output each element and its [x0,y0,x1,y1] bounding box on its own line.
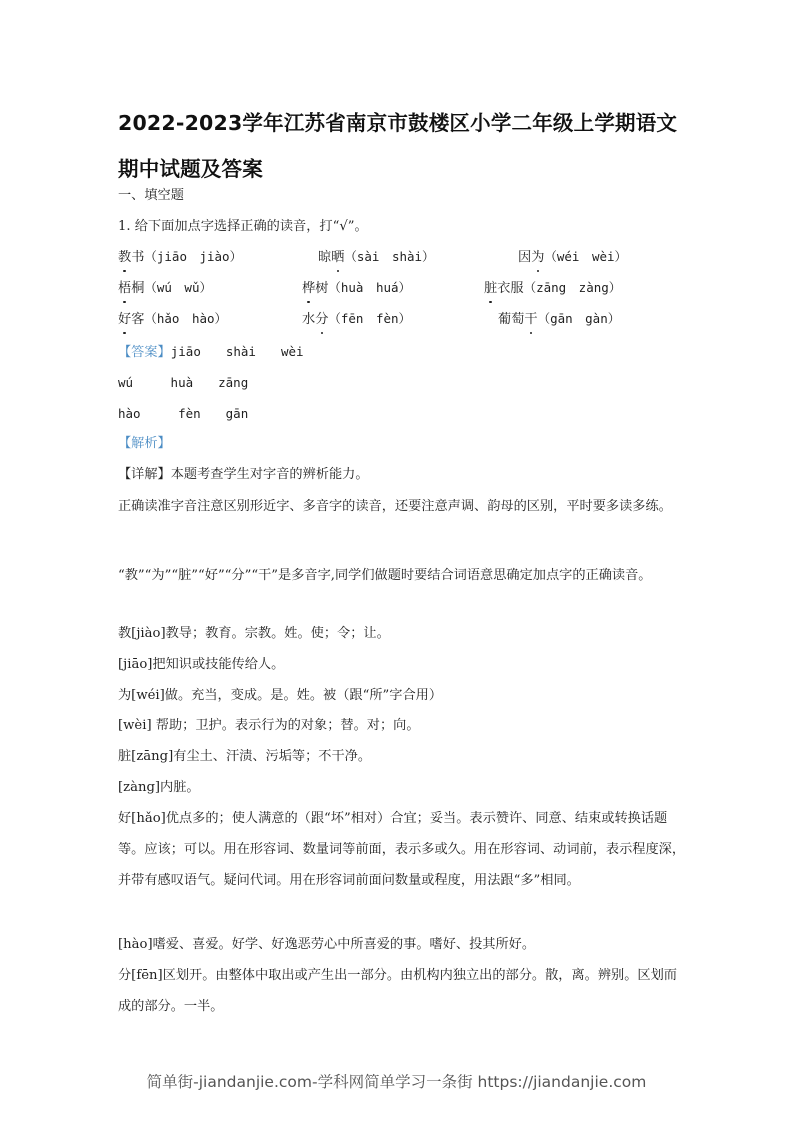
question-prompt [118,217,368,237]
detail-line [118,465,369,485]
item-row-2 [118,278,688,300]
dotted-char: 脏 [484,279,497,299]
detail-label: 【详解】 [118,467,171,482]
answer-values: jiāo shài wèi [170,344,304,359]
section-heading: 一、填空题 [118,188,184,203]
entry-zang-4: [zàng]内脏。 [118,780,200,795]
answer-label: 【答案】 [118,345,171,360]
item-haoke: 好客（hǎo hào） [118,309,227,330]
item-yinwei: 因为（wéi wèi） [518,247,627,268]
answer-row-1 [118,342,304,363]
entry-wei-4: [wèi] 帮助；卫护。表示行为的对象；替。对；向。 [118,718,420,733]
detail-text: 本题考查学生对字音的辨析能力。 [170,467,369,482]
dotted-char: 桦 [302,279,315,299]
dotted-char: 梧 [118,279,131,299]
dotted-char: 为 [531,248,544,268]
answer-row-3: hào fèn gān [118,406,249,421]
entry-jiao-1: [jiāo]把知识或技能传给人。 [118,657,285,672]
item-wutong: 梧桐（wú wǔ） [118,278,212,299]
title-line-2: 期中试题及答案 [118,157,263,181]
entry-hao-4: [hào]嗜爱、喜爱。好学、好逸恶劳心中所喜爱的事。嗜好、投其所好。 [118,937,536,952]
entry-zang-1: 脏[zāng]有尘土、汗渍、污垢等；不干净。 [118,749,372,764]
item-jiaoshu: 教书（jiāo jiào） [118,247,242,268]
analysis-paragraph-2: “教”“为”“脏”“好”“分”“干”是多音字,同学们做题时要结合词语意思确定加点字的正确读音。 [118,568,652,583]
dotted-char: 晒 [331,248,344,268]
item-row-3 [118,309,688,331]
analysis-label: 【解析】 [118,436,171,451]
item-putaogan: 葡萄干（gān gàn） [498,309,620,330]
question-number: 1. [118,219,131,234]
answer-row-2: wú huà zāng [118,375,249,390]
item-liangshai: 晾晒（sài shài） [318,247,435,268]
dotted-char: 干 [524,310,537,330]
analysis-paragraph-1: 正确读准字音注意区别形近字、多音字的读音，还要注意声调、韵母的区别，平时要多读多练。 [118,499,672,514]
entry-wei-2: 为[wéi]做。充当，变成。是。姓。被（跟“所”字合用） [118,688,443,703]
item-shuifen: 水分（fēn fèn） [302,309,411,330]
dotted-char: 分 [315,310,328,330]
entry-jiao-4: 教[jiào]教导；教育。宗教。姓。使；令；让。 [118,626,390,641]
document-title [118,100,698,192]
entry-hao-3: 好[hǎo]优点多的；使人满意的（跟“坏”相对）合宜；妥当。表示赞许、同意、结束或转换话题等。应该；可以。用在形容词、数量词等前面，表示多或久。用在形容词、动词前，表示程度深，并带有感叹语气。疑问代词。用在形容词前面问数量或程度，用法跟“多”相同。 [118,811,686,888]
item-row-1 [118,247,688,269]
entry-fen-1: 分[fēn]区划开。由整体中取出或产生出一部分。由机构内独立出的部分。散，离。辨别。区划而成的部分。一半。 [118,968,677,1014]
question-text: 给下面加点字选择正确的读音，打“√”。 [134,219,368,234]
title-line-1: 2022-2023学年江苏省南京市鼓楼区小学二年级上学期语文 [118,111,678,135]
footer-watermark: 简单街-jiandanjie.com-学科网简单学习一条街 https://jiandanjie.com [146,1073,647,1091]
dotted-char: 好 [118,310,131,330]
item-zangyifu: 脏衣服（zāng zàng） [484,278,621,299]
item-huashu: 桦树（huà huá） [302,278,411,299]
dotted-char: 教 [118,248,131,268]
